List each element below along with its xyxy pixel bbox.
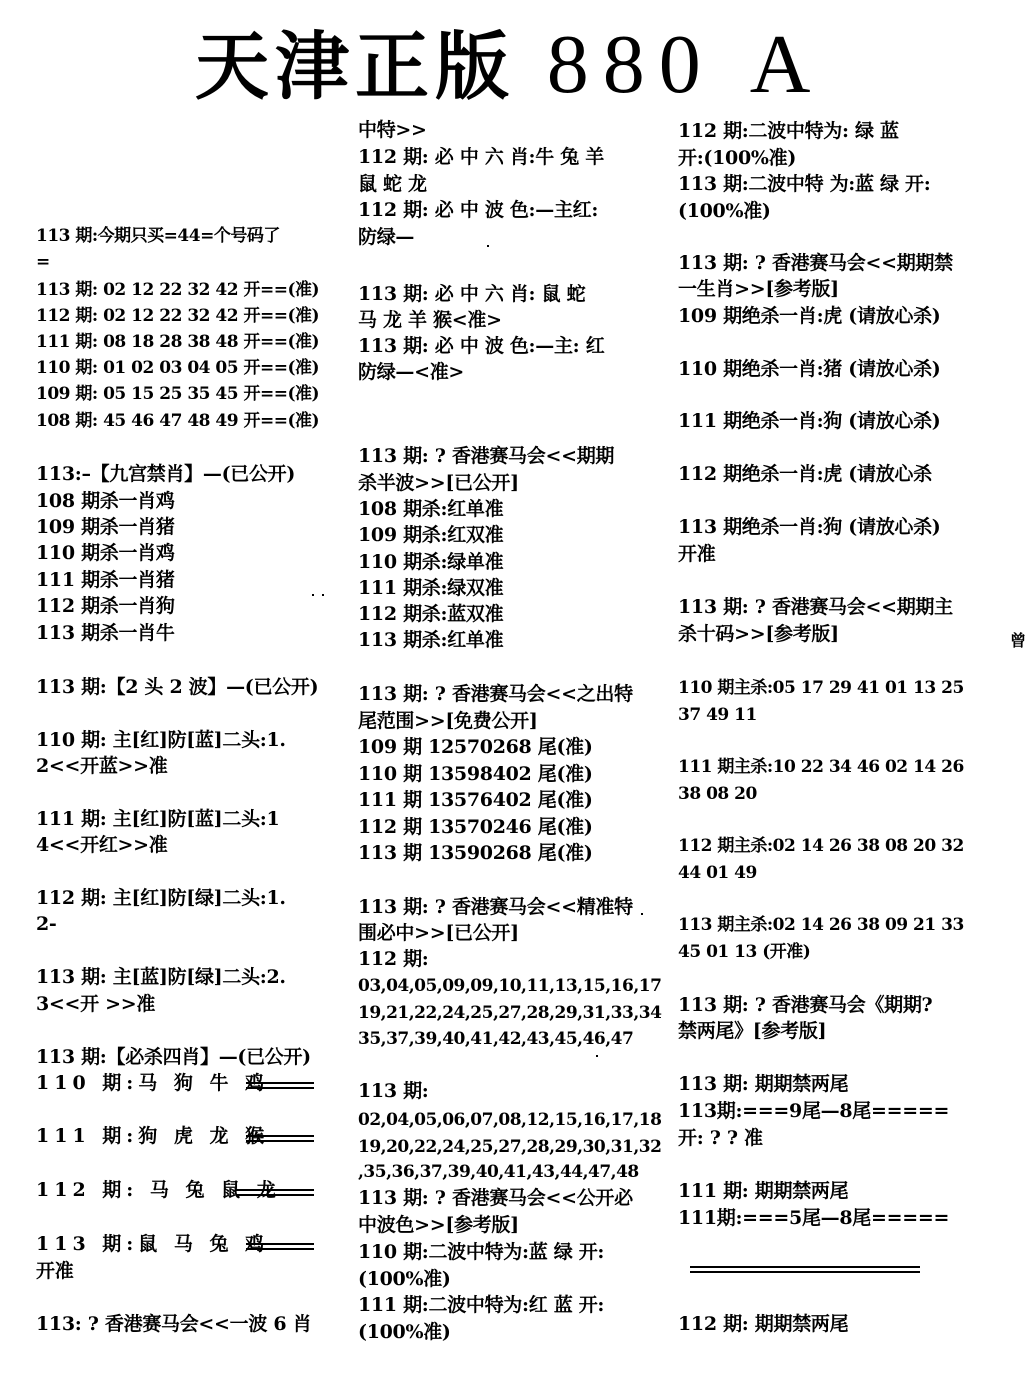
section-heading: 111 期: 期期禁两尾: [678, 1180, 849, 1202]
page-title: [195, 20, 955, 110]
text-line: 中特>>: [358, 119, 427, 141]
text-line: 110 期:二波中特为:蓝 绿 开:: [358, 1241, 605, 1263]
text-line: 杀十码>>[参考版]: [678, 623, 839, 645]
section-heading: 113 期: ? 香港赛马会<<精准特: [358, 896, 633, 918]
text-line: 一生肖>>[参考版]: [678, 278, 839, 300]
text-line: 禁两尾》[参考版]: [678, 1020, 827, 1042]
text-line: 2-: [36, 913, 57, 935]
text-line: 37 49 11: [678, 705, 757, 725]
speck: [312, 594, 314, 596]
section-heading: 113 期: 期期禁两尾: [678, 1073, 849, 1095]
text-line: 113 期: 必 中 六 肖: 鼠 蛇: [358, 283, 586, 305]
double-rule: [246, 1135, 314, 1142]
text-line: 112 期: 必 中 波 色:—主红:: [358, 199, 599, 221]
text-line: 112 期: 必 中 六 肖:牛 兔 羊: [358, 146, 604, 168]
text-line: 112 期杀一肖狗: [36, 595, 175, 617]
section-heading: 113 期: ? 香港赛马会<<期期: [358, 445, 615, 467]
text-line: 111 期绝杀一肖:狗 (请放心杀): [678, 410, 941, 432]
text-line: 109 期 12570268 尾(准): [358, 736, 593, 758]
title-code: 880 A: [546, 18, 825, 111]
text-line: 109 期: 05 15 25 35 45 开==(准): [36, 384, 320, 404]
number-list-line: 35,37,39,40,41,42,43,45,46,47: [358, 1029, 634, 1049]
section-heading: 113 期: ? 香港赛马会《期期?: [678, 994, 933, 1016]
number-list-line: 02,04,05,06,07,08,12,15,16,17,18: [358, 1110, 662, 1130]
text-line: 防绿—<准>: [358, 361, 465, 383]
text-line: 开准: [678, 543, 716, 565]
text-line: 113 期:鼠 马 兔 鸡: [36, 1233, 270, 1255]
text-line: 113 期绝杀一肖:狗 (请放心杀): [678, 516, 941, 538]
text-line: 111期:===5尾—8尾=====: [678, 1207, 950, 1229]
text-line: 110 期绝杀一肖:猪 (请放心杀): [678, 358, 941, 380]
text-line: 马 龙 羊 猴<准>: [358, 309, 502, 331]
text-line: 2<<开蓝>>准: [36, 755, 168, 777]
text-line: (100%准): [358, 1268, 451, 1290]
text-line: 111 期杀:绿双准: [358, 577, 504, 599]
double-rule: [246, 1082, 314, 1089]
text-line: 112 期: 马 兔 鼠 龙: [36, 1179, 281, 1201]
text-line: 112 期绝杀一肖:虎 (请放心杀: [678, 463, 932, 485]
text-line: 113 期:今期只买=44=个号码了: [36, 226, 280, 246]
text-line: 112 期:二波中特为: 绿 蓝: [678, 120, 899, 142]
text-line: 113 期: 02 12 22 32 42 开==(准): [36, 280, 320, 300]
text-line: 109 期杀一肖猪: [36, 516, 175, 538]
text-line: 110 期: 主[红]防[蓝]二头:1.: [36, 729, 286, 751]
section-heading: 113:–【九宫禁肖】—(已公开): [36, 463, 296, 485]
text-line: 110 期 13598402 尾(准): [358, 763, 593, 785]
section-heading: 113 期: ? 香港赛马会<<之出特: [358, 683, 633, 705]
text-line: 113 期: 必 中 波 色:—主: 红: [358, 335, 605, 357]
text-line: 112 期 13570246 尾(准): [358, 816, 593, 838]
text-line: 112 期: 主[红]防[绿]二头:1.: [36, 887, 286, 909]
text-line: 109 期绝杀一肖:虎 (请放心杀): [678, 305, 941, 327]
text-line: 109 期杀:红双准: [358, 524, 504, 546]
section-heading: 112 期: 期期禁两尾: [678, 1313, 849, 1335]
text-line: 开准: [36, 1260, 74, 1282]
text-line: 110 期: 01 02 03 04 05 开==(准): [36, 358, 320, 378]
section-heading: 113 期: ? 香港赛马会<<公开必: [358, 1187, 633, 1209]
text-line: 112 期:: [358, 948, 429, 970]
double-rule: [690, 1266, 920, 1273]
number-list-line: 19,20,22,24,25,27,28,29,30,31,32: [358, 1137, 662, 1157]
text-line: 110 期:马 狗 牛 鸡: [36, 1072, 270, 1094]
section-heading: 113 期: ? 香港赛马会<<期期主: [678, 596, 953, 618]
text-line: 111 期:二波中特为:红 蓝 开:: [358, 1294, 605, 1316]
text-line: 112 期主杀:02 14 26 38 08 20 32: [678, 836, 964, 856]
number-list-line: 19,21,22,24,25,27,28,29,31,33,34: [358, 1003, 662, 1023]
speck: [641, 913, 643, 915]
text-line: (100%准): [358, 1321, 451, 1343]
section-heading: 113 期: ? 香港赛马会<<期期禁: [678, 252, 953, 274]
text-line: 鼠 蛇 龙: [358, 173, 427, 195]
text-line: 110 期杀:绿单准: [358, 551, 504, 573]
double-rule: [236, 1189, 314, 1196]
text-line: =: [36, 252, 50, 272]
text-line: 108 期杀一肖鸡: [36, 490, 175, 512]
text-line: 112 期: 02 12 22 32 42 开==(准): [36, 306, 320, 326]
text-line: 111 期:狗 虎 龙 猴: [36, 1125, 270, 1147]
text-line: 44 01 49: [678, 863, 757, 883]
text-line: (100%准): [678, 200, 771, 222]
text-line: 113: ? 香港赛马会<<一波 6 肖: [36, 1313, 312, 1335]
text-line: 113 期杀一肖牛: [36, 622, 175, 644]
double-rule: [246, 1243, 314, 1250]
speck: [322, 594, 324, 596]
number-list-line: ,35,36,37,39,40,41,43,44,47,48: [358, 1162, 639, 1182]
text-line: 开: ? ? 准: [678, 1127, 763, 1149]
text-line: 围必中>>[已公开]: [358, 922, 519, 944]
text-line: 113 期:: [358, 1080, 429, 1102]
text-line: 45 01 13 (开准): [678, 942, 811, 962]
text-line: 111 期 13576402 尾(准): [358, 789, 593, 811]
text-line: 112 期杀:蓝双准: [358, 603, 504, 625]
number-list-line: 03,04,05,09,09,10,11,13,15,16,17: [358, 976, 662, 996]
text-line: 111 期杀一肖猪: [36, 569, 175, 591]
text-line: 3<<开 >>准: [36, 993, 156, 1015]
text-line: 113 期:二波中特 为:蓝 绿 开:: [678, 173, 931, 195]
text-line: 111 期: 主[红]防[蓝]二头:1: [36, 808, 280, 830]
speck: [487, 245, 489, 247]
text-line: 尾范围>>[免费公开]: [358, 710, 538, 732]
text-line: 113 期: 主[蓝]防[绿]二头:2.: [36, 966, 286, 988]
speck: [596, 1055, 598, 1057]
text-line: 38 08 20: [678, 784, 757, 804]
title-text: 天津正版: [195, 24, 515, 110]
text-line: 113 期 13590268 尾(准): [358, 842, 593, 864]
section-heading: 113 期:【必杀四肖】—(已公开): [36, 1046, 311, 1068]
text-line: 4<<开红>>准: [36, 834, 168, 856]
text-line: 108 期杀:红单准: [358, 498, 504, 520]
text-line: 108 期: 45 46 47 48 49 开==(准): [36, 411, 320, 431]
text-line: 111 期主杀:10 22 34 46 02 14 26: [678, 757, 964, 777]
text-line: 110 期杀一肖鸡: [36, 542, 175, 564]
text-line: 113 期杀:红单准: [358, 629, 504, 651]
text-line: 113 期主杀:02 14 26 38 09 21 33: [678, 915, 964, 935]
text-line: 防绿—: [358, 226, 415, 248]
side-mark: 曾: [1010, 631, 1027, 650]
text-line: 中波色>>[参考版]: [358, 1214, 519, 1236]
section-heading: 113 期:【2 头 2 波】—(已公开): [36, 676, 319, 698]
text-line: 111 期: 08 18 28 38 48 开==(准): [36, 332, 320, 352]
text-line: 开:(100%准): [678, 147, 797, 169]
text-line: 杀半波>>[已公开]: [358, 472, 519, 494]
text-line: 113期:===9尾—8尾=====: [678, 1100, 950, 1122]
text-line: 110 期主杀:05 17 29 41 01 13 25: [678, 678, 964, 698]
